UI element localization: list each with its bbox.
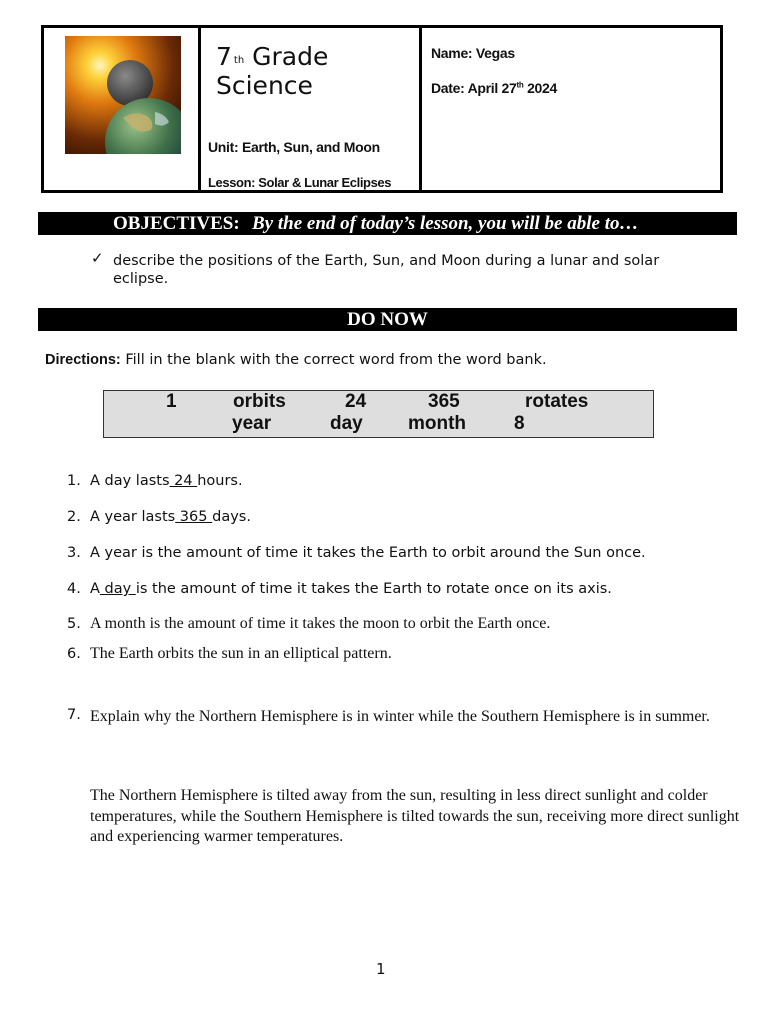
word-bank-item: day bbox=[330, 413, 363, 434]
checkmark-icon: ✓ bbox=[91, 249, 104, 267]
question-number: 7. bbox=[67, 707, 81, 723]
question-post: is the amount of time it takes the Earth to rotate once on its axis. bbox=[135, 581, 612, 597]
grade-title bbox=[216, 42, 328, 100]
date-text: Date: April 27 bbox=[431, 80, 517, 96]
question-text: A month is the amount of time it takes the moon to orbit the Earth once. bbox=[90, 615, 551, 632]
header-title-cell bbox=[201, 28, 422, 190]
directions bbox=[45, 352, 547, 368]
question-pre: A day lasts bbox=[90, 473, 170, 489]
question-number: 4. bbox=[67, 581, 81, 597]
question-pre: A bbox=[90, 581, 100, 597]
word-bank-item: orbits bbox=[233, 391, 286, 412]
answer-blank: 24 bbox=[169, 473, 198, 489]
sun-moon-earth-image bbox=[65, 36, 181, 154]
question-text bbox=[90, 473, 243, 489]
objectives-label: OBJECTIVES: bbox=[113, 213, 240, 234]
word-bank-item: year bbox=[232, 413, 272, 434]
subject-title: Science bbox=[216, 71, 313, 100]
page-number: 1 bbox=[376, 960, 386, 978]
question-text bbox=[90, 581, 612, 597]
grade-superscript: th bbox=[233, 55, 245, 66]
word-bank-item: 8 bbox=[514, 413, 525, 434]
date-year: 2024 bbox=[523, 80, 558, 96]
directions-label: Directions: bbox=[45, 352, 121, 368]
word-bank-item: 1 bbox=[166, 391, 177, 412]
header-info-cell bbox=[422, 28, 720, 190]
word-bank-item: month bbox=[408, 413, 467, 434]
word-bank-item: rotates bbox=[525, 391, 589, 412]
question-text: The Earth orbits the sun in an elliptical pattern. bbox=[90, 645, 392, 662]
do-now-label: DO NOW bbox=[347, 309, 428, 330]
directions-text: Fill in the blank with the correct word from the word bank. bbox=[120, 352, 547, 368]
objectives-bar bbox=[38, 212, 737, 235]
question-number: 1. bbox=[67, 473, 81, 489]
answer-blank: day bbox=[99, 581, 136, 597]
question-number: 5. bbox=[67, 616, 81, 632]
header-table bbox=[41, 25, 723, 193]
date-superscript: th bbox=[516, 80, 524, 90]
answer-blank: 365 bbox=[175, 509, 213, 525]
grade-number: 7 bbox=[216, 42, 232, 71]
question-post: days. bbox=[212, 509, 251, 525]
do-now-bar bbox=[38, 308, 737, 331]
question-post: hours. bbox=[197, 473, 243, 489]
student-name: Name: Vegas bbox=[431, 45, 515, 61]
question-pre: A year lasts bbox=[90, 509, 176, 525]
question-number: 3. bbox=[67, 545, 81, 561]
answer-7: The Northern Hemisphere is tilted away from the sun, resulting in less direct sunlight and colder temperatures, while the Southern Hemisphere is tilted towards the sun, receiving more direct sunlight and experiencing warmer temperatures. bbox=[90, 787, 740, 845]
grade-word: Grade bbox=[252, 42, 329, 71]
objective-item: describe the positions of the Earth, Sun, and Moon during a lunar and solar eclipse. bbox=[113, 253, 660, 287]
word-bank-item: 24 bbox=[345, 391, 367, 412]
question-text: A year is the amount of time it takes the Earth to orbit around the Sun once. bbox=[90, 545, 646, 561]
question-text: Explain why the Northern Hemisphere is in winter while the Southern Hemisphere is in summer. bbox=[90, 708, 710, 725]
header-image-cell bbox=[44, 28, 201, 190]
word-bank-item: 365 bbox=[428, 391, 460, 412]
question-number: 2. bbox=[67, 509, 81, 525]
question-text bbox=[90, 509, 251, 525]
date-label bbox=[431, 80, 557, 96]
lesson-label: Lesson: Solar & Lunar Eclipses bbox=[208, 175, 392, 190]
question-number: 6. bbox=[67, 646, 81, 662]
unit-label: Unit: Earth, Sun, and Moon bbox=[208, 139, 380, 155]
objectives-intro: By the end of today’s lesson, you will be able to… bbox=[252, 213, 639, 234]
word-bank bbox=[103, 390, 654, 438]
